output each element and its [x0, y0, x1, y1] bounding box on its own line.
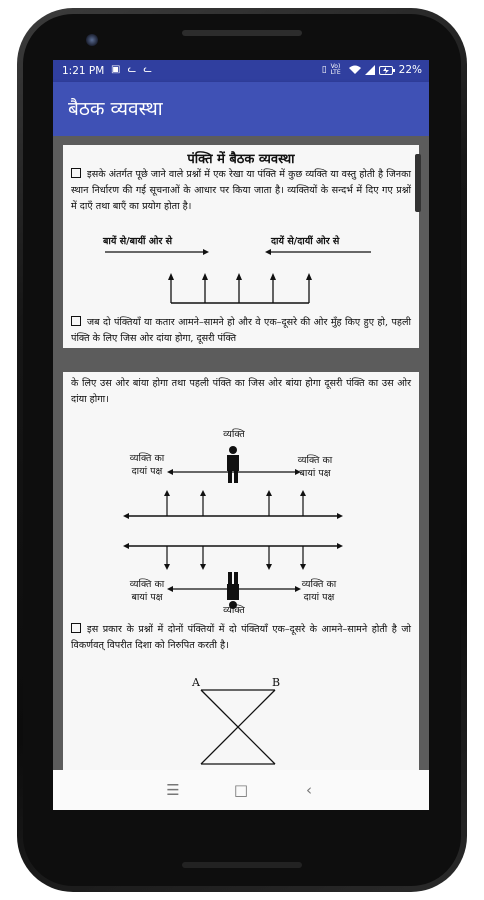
- cat-icon: ᓚ: [127, 64, 139, 75]
- row-right-arrowhead-icon: [337, 543, 343, 549]
- person-leg-icon: [228, 572, 232, 584]
- vibrate-icon: ▯: [321, 65, 327, 75]
- person-body-icon: [227, 584, 239, 600]
- up-arrowhead-icon: [266, 490, 272, 496]
- down-arrowhead-icon: [266, 564, 272, 570]
- down-arrowhead-icon: [300, 564, 306, 570]
- top-right-label: [285, 454, 345, 480]
- person-leg-icon: [234, 471, 238, 483]
- top-right-label-line2: बायां पक्ष: [299, 468, 331, 479]
- top-left-label-line1: व्यक्ति का: [129, 453, 165, 464]
- section-heading: पंक्ति में बैठक व्यवस्था: [187, 152, 295, 167]
- person-arrow-head-icon: [202, 273, 208, 280]
- person-arrow-head-icon: [270, 273, 276, 280]
- point-b-label: B: [271, 676, 281, 689]
- bottom-left-label: [117, 578, 177, 604]
- row-left-arrowhead-icon: [123, 513, 129, 519]
- bottom-right-label-line1: व्यक्ति का: [301, 579, 337, 590]
- bottom-person-label: व्यक्ति: [223, 605, 245, 616]
- down-arrowhead-icon: [164, 564, 170, 570]
- earpiece-speaker: [182, 30, 302, 36]
- page-card-2: [63, 372, 419, 804]
- bottom-right-label-line2: दायां पक्ष: [303, 592, 335, 603]
- signal-icon: [365, 65, 375, 75]
- battery-charging-icon: [379, 66, 395, 75]
- person-arrow-head-icon: [236, 273, 242, 280]
- status-time: 1:21 PM: [62, 65, 105, 77]
- status-right: [322, 64, 422, 76]
- network-label: Vo) LTE: [330, 63, 341, 76]
- paragraph-3: के लिए उस ओर बांया होगा तथा पहली पंक्ति का जिस ओर बांया होगा दूसरी पंक्ति का उस ओर दांया होगा।: [71, 378, 411, 405]
- cat-icon: ᓚ: [143, 64, 154, 75]
- right-arrowhead-icon: [265, 249, 271, 255]
- scrollbar-thumb[interactable]: [415, 154, 421, 212]
- left-direction-label: बायें से/बायीं ओर से: [103, 236, 173, 247]
- paragraph-1: [71, 167, 411, 215]
- person-arrow-head-icon: [306, 273, 312, 280]
- person-body-icon: [227, 455, 239, 471]
- row-right-arrowhead-icon: [337, 513, 343, 519]
- paragraph-2: [71, 315, 411, 347]
- right-direction-label: दायें से/दायीं ओर से: [271, 236, 340, 247]
- row-left-arrowhead-icon: [123, 543, 129, 549]
- paragraph-4: [71, 622, 411, 654]
- down-arrowhead-icon: [200, 564, 206, 570]
- person-leg-icon: [228, 471, 232, 483]
- top-right-label-line1: व्यक्ति का: [297, 455, 333, 466]
- page-card-1: [63, 145, 419, 348]
- person-arrow-head-icon: [168, 273, 174, 280]
- front-camera: [86, 34, 98, 46]
- navigation-bar: [53, 770, 429, 810]
- top-left-label-line2: दायां पक्ष: [131, 466, 163, 477]
- diagonal-diagram: [63, 672, 419, 772]
- up-arrowhead-icon: [200, 490, 206, 496]
- status-bar: [53, 60, 429, 82]
- back-button[interactable]: ‹: [306, 781, 312, 799]
- top-left-label: [117, 452, 177, 478]
- top-person-label: व्यक्ति: [223, 429, 245, 440]
- notification-icons: [111, 64, 154, 75]
- app-title: बैठक व्यवस्था: [68, 98, 163, 120]
- point-a-label: A: [192, 676, 200, 689]
- checkbox-bullet-icon: [71, 623, 81, 633]
- wifi-icon: [349, 65, 361, 75]
- bottom-speaker: [182, 862, 302, 868]
- checkbox-bullet-icon: [71, 316, 81, 326]
- bottom-left-label-line1: व्यक्ति का: [129, 579, 165, 590]
- person-leg-icon: [234, 572, 238, 584]
- bottom-left-label-line2: बायां पक्ष: [131, 592, 163, 603]
- person-head-icon: [229, 446, 237, 454]
- screen: [53, 60, 429, 809]
- battery-percent: 22%: [398, 64, 422, 76]
- paragraph-4-text: इस प्रकार के प्रश्नों में दोनों पंक्तियों में दो पंक्तियाँ एक–दूसरे के आमने–सामने होती है जो विकर्णवत् विपरीत दिशा को निरुपित करती है।: [71, 624, 411, 651]
- up-arrowhead-icon: [300, 490, 306, 496]
- paragraph-2-text: जब दो पंक्तियाँ या कतार आमने–सामने हो और वे एक–दूसरे की ओर मुँह किए हुए हो, पहली पंक्ति के लिए जिस ओर दांया होगा, दूसरी पंक्ति: [71, 317, 411, 344]
- checkbox-bullet-icon: [71, 168, 81, 178]
- left-arrowhead-icon: [203, 249, 209, 255]
- sim-icon: ▣: [111, 64, 123, 75]
- home-button[interactable]: □: [233, 781, 249, 799]
- direction-diagram: [63, 235, 419, 315]
- app-bar: [53, 82, 429, 136]
- paragraph-1-text: इसके अंतर्गत पूछे जाने वाले प्रश्नों में एक रेखा या पंक्ति में कुछ व्यक्ति या वस्तु होती है जिनका स्थान निर्धारण की गई सूचनाओं के आधार पर किया जाता है। व्यक्तियों के सन्दर्भ में दिए गए प्रश्नों में दाएँ तथा बाएँ का प्रयोग होता है।: [71, 169, 411, 212]
- bottom-right-label: [289, 578, 349, 604]
- recents-button[interactable]: ☰: [166, 781, 180, 799]
- content-area[interactable]: [53, 136, 429, 807]
- up-arrowhead-icon: [164, 490, 170, 496]
